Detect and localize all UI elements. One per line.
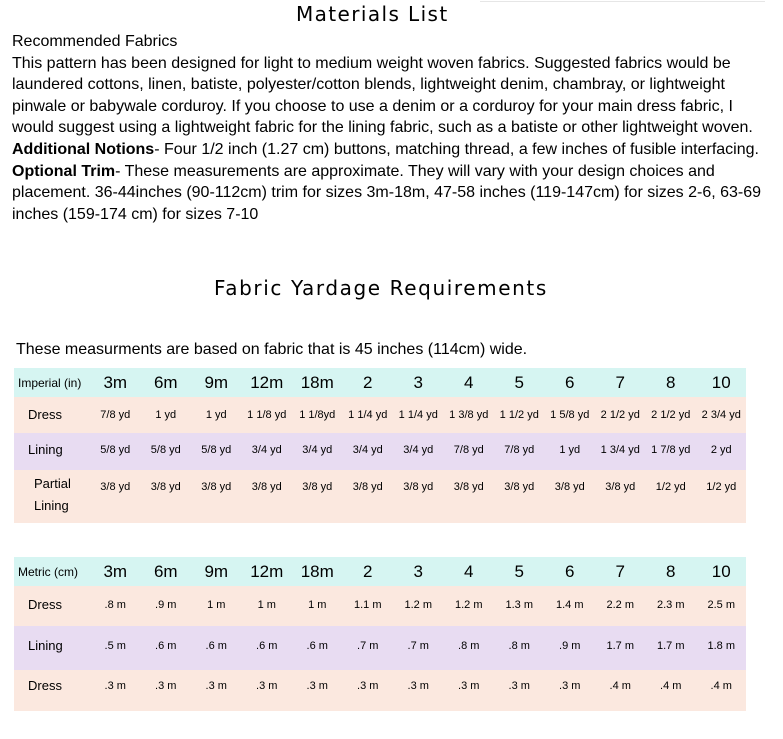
trim-text: - These measurements are approximate. They will vary with your design choices and placement. 36-44inches (90-112cm) trim for sizes 3m-18m, 47-58 inches (119-147cm) for sizes 2-6, 63-69 inches (159-174 cm) for sizes 7-10 bbox=[12, 162, 762, 223]
table-cell: 3/4 yd bbox=[403, 444, 434, 456]
row-label: Partial Lining bbox=[34, 476, 71, 513]
table-cell: .4 m bbox=[609, 680, 631, 692]
size-header: 7 bbox=[615, 561, 625, 581]
size-header: 10 bbox=[711, 372, 731, 392]
table-cell: 1 1/2 yd bbox=[499, 409, 539, 421]
size-header: 4 bbox=[464, 561, 474, 581]
table-cell: 7/8 yd bbox=[453, 444, 484, 456]
size-header: 3m bbox=[103, 561, 128, 581]
table-cell: 5/8 yd bbox=[201, 444, 232, 456]
trim-paragraph bbox=[12, 161, 772, 226]
size-header: 3 bbox=[413, 561, 423, 581]
table-cell: .3 m bbox=[559, 680, 581, 692]
table-cell: 3/8 yd bbox=[352, 481, 383, 493]
fabric-note: These measurments are based on fabric that is 45 inches (114cm) wide. bbox=[16, 341, 528, 358]
header-label: Imperial (in) bbox=[18, 375, 82, 390]
table-cell: .6 m bbox=[306, 640, 328, 652]
table-cell: .7 m bbox=[407, 640, 429, 652]
table-cell: 1.2 m bbox=[404, 599, 432, 611]
table-cell: 1/2 yd bbox=[706, 481, 737, 493]
notions-label: Additional Notions bbox=[12, 140, 155, 158]
table-cell: 1 3/8 yd bbox=[449, 409, 489, 421]
notions-paragraph bbox=[12, 139, 772, 161]
table-cell: .9 m bbox=[155, 599, 177, 611]
size-header: 18m bbox=[300, 372, 334, 392]
header-label: Metric (cm) bbox=[18, 564, 78, 579]
size-header: 7 bbox=[615, 372, 625, 392]
table-cell: .3 m bbox=[508, 680, 530, 692]
table-cell: 2 yd bbox=[710, 444, 732, 456]
table-row bbox=[14, 433, 746, 470]
size-header: 9m bbox=[204, 372, 229, 392]
table-cell: 7/8 yd bbox=[100, 409, 131, 421]
size-header: 4 bbox=[464, 372, 474, 392]
size-header: 9m bbox=[204, 561, 229, 581]
table-cell: 3/8 yd bbox=[554, 481, 585, 493]
table-cell: 2 1/2 yd bbox=[651, 409, 691, 421]
table-cell: .8 m bbox=[104, 599, 126, 611]
table-cell: 1 1/8 yd bbox=[247, 409, 287, 421]
table-cell: .6 m bbox=[256, 640, 278, 652]
recommended-heading: Recommended Fabrics bbox=[12, 33, 178, 50]
recommended-text: This pattern has been designed for light to medium weight woven fabrics. Suggested fabrics would be laundered cottons, linen, batiste, polyester/cotton blends, lightweight denim, chambray, or lightweight pinwale or babywale corduroy. If you choose to use a denim or a corduroy for your main dress fabric, I would suggest using a lightweight fabric for the lining fabric, such as a batiste or other lightweight woven. bbox=[12, 54, 753, 137]
table-cell: 1 m bbox=[257, 599, 276, 611]
imperial-table bbox=[14, 368, 746, 523]
table-cell: .4 m bbox=[710, 680, 732, 692]
page-title: Materials List bbox=[296, 2, 449, 26]
size-header: 12m bbox=[250, 561, 284, 581]
table-cell: 1 3/4 yd bbox=[600, 444, 640, 456]
table-cell: 1.7 m bbox=[606, 640, 634, 652]
table-cell: 3/8 yd bbox=[605, 481, 636, 493]
table-cell: 1 m bbox=[308, 599, 327, 611]
table-cell: 1 7/8 yd bbox=[651, 444, 691, 456]
table-cell: 1 1/4 yd bbox=[398, 409, 438, 421]
table-cell: 2 1/2 yd bbox=[600, 409, 640, 421]
table-cell: 1 yd bbox=[205, 409, 227, 421]
table-header-row bbox=[14, 557, 746, 586]
table-cell: 3/8 yd bbox=[100, 481, 131, 493]
size-header: 6m bbox=[153, 561, 178, 581]
table-cell: 1.1 m bbox=[353, 599, 382, 611]
size-header: 18m bbox=[300, 561, 334, 581]
table-cell: 3/8 yd bbox=[453, 481, 484, 493]
table-cell: .3 m bbox=[256, 680, 278, 692]
table-cell: .6 m bbox=[205, 640, 227, 652]
table-cell: 3/4 yd bbox=[251, 444, 282, 456]
size-header: 5 bbox=[514, 561, 524, 581]
table-cell: 3/8 yd bbox=[201, 481, 232, 493]
table-cell: .3 m bbox=[155, 680, 177, 692]
size-header: 3 bbox=[413, 372, 423, 392]
size-header: 6m bbox=[153, 372, 178, 392]
row-label: Dress bbox=[28, 597, 62, 612]
table-cell: 1.4 m bbox=[555, 599, 584, 611]
table-cell: .8 m bbox=[458, 640, 480, 652]
size-header: 10 bbox=[711, 561, 731, 581]
size-header: 5 bbox=[514, 372, 524, 392]
table-cell: 3/8 yd bbox=[150, 481, 181, 493]
metric-table bbox=[14, 557, 746, 711]
table-cell: 1 m bbox=[207, 599, 226, 611]
yardage-title: Fabric Yardage Requirements bbox=[214, 276, 548, 300]
size-header: 8 bbox=[666, 561, 676, 581]
size-header: 2 bbox=[363, 561, 373, 581]
row-label: Dress bbox=[28, 407, 62, 422]
top-rule bbox=[480, 1, 765, 2]
table-cell: 1 5/8 yd bbox=[550, 409, 590, 421]
size-header: 6 bbox=[565, 372, 575, 392]
table-row bbox=[14, 397, 746, 433]
table-cell: .3 m bbox=[458, 680, 480, 692]
table-cell: 1 yd bbox=[559, 444, 581, 456]
table-cell: 1 1/8yd bbox=[299, 409, 336, 421]
table-row bbox=[14, 626, 746, 670]
table-cell: .6 m bbox=[155, 640, 177, 652]
size-header: 12m bbox=[250, 372, 284, 392]
table-cell: 2.2 m bbox=[606, 599, 634, 611]
table-cell: 3/8 yd bbox=[504, 481, 535, 493]
table-cell: 3/4 yd bbox=[352, 444, 383, 456]
table-cell: 1.3 m bbox=[505, 599, 533, 611]
trim-label: Optional Trim bbox=[12, 162, 116, 180]
table-cell: .5 m bbox=[104, 640, 126, 652]
table-row bbox=[14, 670, 746, 711]
table-header-row bbox=[14, 368, 746, 397]
table-cell: 1.7 m bbox=[656, 640, 685, 652]
table-cell: 1.2 m bbox=[454, 599, 483, 611]
table-cell: .4 m bbox=[660, 680, 682, 692]
table-cell: 2.5 m bbox=[707, 599, 735, 611]
table-cell: 3/4 yd bbox=[302, 444, 333, 456]
notions-text: - Four 1/2 inch (1.27 cm) buttons, matching thread, a few inches of fusible interfacing. bbox=[154, 140, 759, 158]
table-cell: 7/8 yd bbox=[504, 444, 535, 456]
table-row bbox=[14, 470, 746, 523]
table-cell: .8 m bbox=[508, 640, 530, 652]
table-cell: 2 3/4 yd bbox=[701, 409, 741, 421]
table-cell: .3 m bbox=[104, 680, 126, 692]
table-cell: 3/8 yd bbox=[302, 481, 333, 493]
table-cell: .3 m bbox=[407, 680, 429, 692]
materials-text bbox=[12, 31, 772, 225]
table-cell: 1 yd bbox=[155, 409, 177, 421]
size-header: 3m bbox=[103, 372, 128, 392]
size-header: 8 bbox=[666, 372, 676, 392]
table-cell: 2.3 m bbox=[656, 599, 685, 611]
table-row bbox=[14, 586, 746, 626]
table-cell: 5/8 yd bbox=[150, 444, 181, 456]
table-cell: 1.8 m bbox=[707, 640, 735, 652]
table-cell: .3 m bbox=[357, 680, 379, 692]
table-cell: .7 m bbox=[357, 640, 379, 652]
table-cell: .3 m bbox=[306, 680, 328, 692]
row-label: Dress bbox=[28, 678, 62, 693]
table-cell: .9 m bbox=[559, 640, 581, 652]
table-cell: 3/8 yd bbox=[403, 481, 434, 493]
table-cell: 3/8 yd bbox=[251, 481, 282, 493]
table-cell: 5/8 yd bbox=[100, 444, 131, 456]
table-cell: 1 1/4 yd bbox=[348, 409, 388, 421]
row-label: Lining bbox=[28, 442, 63, 457]
table-cell: 1/2 yd bbox=[655, 481, 686, 493]
size-header: 2 bbox=[363, 372, 373, 392]
row-label: Lining bbox=[28, 638, 63, 653]
table-cell: .3 m bbox=[205, 680, 227, 692]
size-header: 6 bbox=[565, 561, 575, 581]
